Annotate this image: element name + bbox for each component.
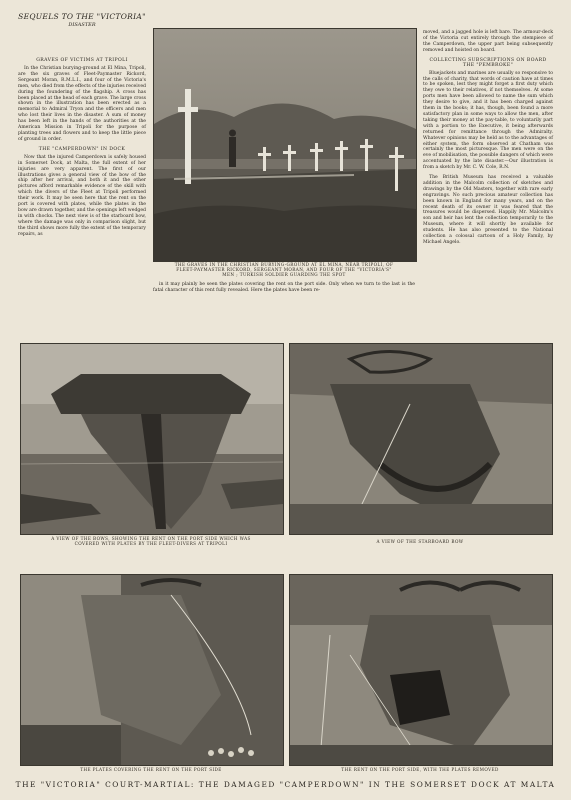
plates-covering-caption: THE PLATES COVERING THE RENT ON THE PORT SIDE (80, 767, 222, 772)
page-footer-title: THE "VICTORIA" COURT-MARTIAL: THE DAMAGED "CAMPERDOWN" IN THE SOMERSET DOCK AT MALTA (15, 780, 556, 789)
starboard-bow-photo (289, 343, 553, 535)
continuation-paragraph: in it may plainly be seen the plates covering the rent on the port side. Only when we turn to the last is the fatal character of this rent fully revealed. Here the plates have been re- (153, 282, 415, 293)
article-subtitle: DISASTER (68, 22, 96, 28)
museum-paragraph: The British Museum has received a valuable addition in the Malcolm collection of sketches and drawings by the Old Masters, together with rare early engravings. No such precious amateur collection has been known in England for many years, and on the recent death of its owner it was feared that the treasures would be dispersed. Happily Mr. Malcolm's son and heir has lent the collection temporarily to the Museum, where it will shortly be available for students. He has also presented to the National collection a colossal cartoon of a Holy Family, by Michael Angelo. (423, 175, 553, 245)
section-heading-camperdown: THE "CAMPERDOWN" IN DOCK (38, 146, 126, 152)
starboard-bow-caption: A VIEW OF THE STARBOARD BOW (376, 539, 464, 544)
rent-removed-caption: THE RENT ON THE PORT SIDE, WITH THE PLATES REMOVED (341, 767, 499, 772)
bow-view-caption-line2: COVERED WITH PLATES BY THE FLEET-DIVERS AT TRIPOLI (74, 541, 228, 547)
right-column (423, 30, 553, 248)
section-heading-graves: GRAVES OF VICTIMS AT TRIPOLI (36, 58, 128, 63)
article-title: SEQUELS TO THE "VICTORIA" (18, 12, 146, 21)
section-heading-pembroke: THE "PEMBROKE" (462, 62, 514, 68)
section-heading-subscriptions: COLLECTING SUBSCRIPTIONS ON BOARD (429, 57, 547, 63)
graves-caption-line3: MEN ; TURKISH SOLDIER GUARDING THE SPOT (222, 272, 346, 278)
bow-view-photo (20, 343, 284, 535)
graves-paragraph: In the Christian burying-ground at El Mina, Tripoli, are the six graves of Fleet-Paymaster Rickord, Sergeant Moran, R.M.L.I., and four of the Victoria's men, who died from the effects of the injuries received during the foundering of the flagship. A cross has been placed at the head of each grave. The large cross shown in the illustration has been erected as a memorial to Admiral Tryon and the officers and men who lost their lives in the disaster. A sum of money has been left in the hands of the authorities at the American Mission in Tripoli for the purpose of planting trees and flowers and to keep the little piece of ground in order. (18, 66, 146, 142)
graves-caption-line1: THE GRAVES IN THE CHRISTIAN BURYING-GROUND AT EL MINA, NEAR TRIPOLI, OF (174, 262, 394, 267)
middle-column (153, 282, 415, 296)
graves-photo (153, 28, 417, 262)
rent-removed-photo (289, 574, 553, 766)
bow-view-caption (20, 536, 282, 546)
subscriptions-paragraph: Bluejackets and marines are usually so responsive to the calls of charity, that words of caution have at times to be spoken, lest they might forget a first duty which they owe to their relatives, if not themselves. At some ports men have been allowed to name the sum which they desire to give, and it has been charged against them in the books; it has, though, been found a more satisfactory plan in some ways to allow the men, after taking their money at the pay-table, to voluntarily part with a portion to the Executive, it being afterwards returned for remittance through the Admiralty. Whatever opinions may be held as to the advantages of either system, the form observed at Chatham was certainly the most picturesque. The men were on the eve of mobilisation, the possible dangers of which were accentuated by the late disaster.—Our illustration is from a sketch by Mr. C. W. Cole, R.N. (423, 70, 553, 171)
graves-caption-line2: FLEET-PAYMASTER RICKORD, SERGEANT MORAN, AND FOUR OF THE "VICTORIA'S" (176, 267, 392, 273)
plates-covering-photo (20, 574, 284, 766)
graves-caption (153, 262, 415, 278)
rent-paragraph: moved, and a jagged hole is left bare. The armour-deck of the Victoria cut entirely through the stempiece of the Camperdown, the upper part being subsequently removed and hoisted on board. (423, 30, 553, 53)
bow-view-caption-line1: A VIEW OF THE BOWS, SHOWING THE RENT ON THE PORT SIDE WHICH WAS (51, 536, 251, 541)
camperdown-paragraph: Now that the injured Camperdown is safely housed in Somerset Dock, at Malta, the full extent of her injuries are very apparent. The first of our illustrations gives a general view of the bow of the ship after her arrival, and both it and the other pictures afford remarkable evidence of the skill with which the divers of the Fleet at Tripoli performed their work. It may be seen here that the rent on the port is covered with plates, while the plates in the bow are drawn together, and the openings left wedged in with chocks. The next view is of the starboard bow, where the damage was only in comparison slight, but the third shows more fully the extent of the temporary repairs, as (18, 154, 146, 237)
left-column (18, 30, 146, 239)
